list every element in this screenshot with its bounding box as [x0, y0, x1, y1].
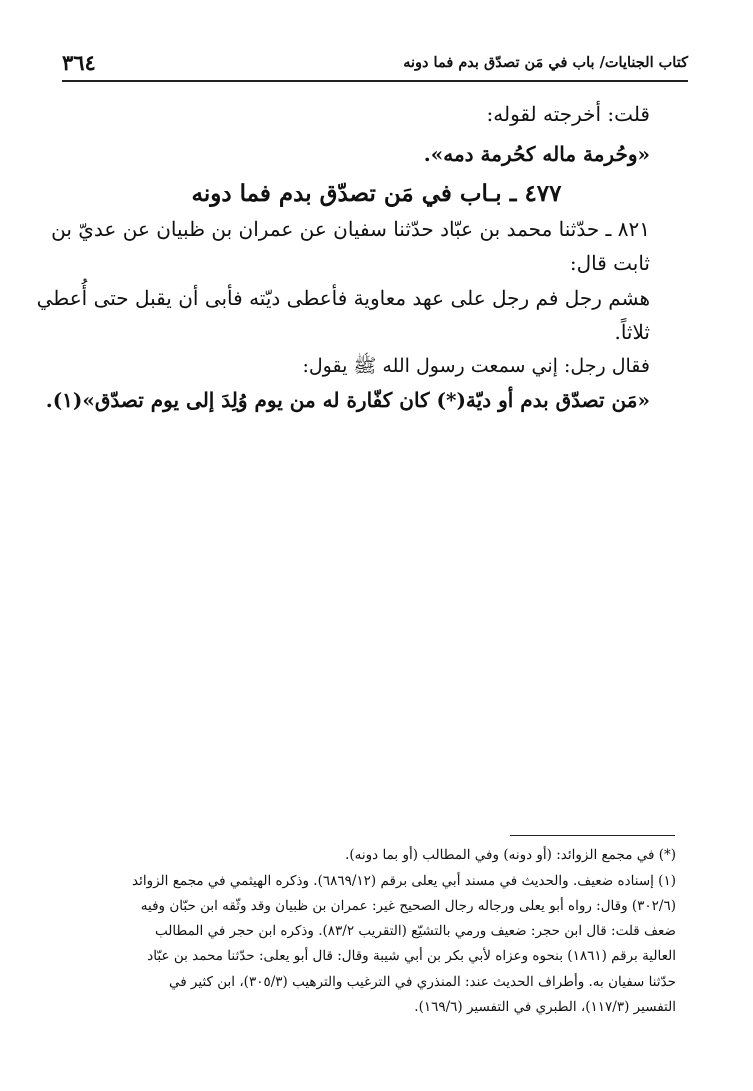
- footnote-line-5: العالية برقم (١٨٦١) بنحوه وعزاه لأبي بكر بن أبي شيبة وقال: قال أبو يعلى: حدّثنا محمد بن عبّاد: [147, 948, 676, 964]
- hadith-text-line-3: فقال رجل: إني سمعت رسول الله ﷺ يقول:: [302, 355, 650, 377]
- footnote-line-7: التفسير (١١٧/٣)، الطبري في التفسير (١٦٩/٦).: [414, 999, 676, 1015]
- footnote-line-4: ضعف قلت: قال ابن حجر: ضعيف ورمي بالتشيّع (التقريب ٨٣/٢). وذكره ابن حجر في المطالب: [155, 923, 676, 939]
- page-header: [62, 46, 688, 78]
- chapter-heading: ٤٧٧ ـ بـاب في مَن تصدّق بدم فما دونه: [191, 180, 562, 207]
- footnote-line-3: (٣٠٢/٦) وقال: رواه أبو يعلى ورجاله رجال الصحيح غير: عمران بن ظبيان وقد وثّقه ابن حبّان وفيه: [140, 898, 676, 914]
- header-rule: [62, 80, 688, 82]
- footnote-line-1: (*) في مجمع الزوائد: (أو دونه) وفي المطالب (أو بما دونه).: [345, 847, 676, 863]
- body-line-1: قلت: أخرجته لقوله:: [486, 102, 650, 126]
- hadith-text-line-2: ثلاثاً.: [614, 320, 650, 344]
- footnote-line-2: (١) إسناده ضعيف. والحديث في مسند أبي يعلى برقم (٦٨٦٩/١٢). وذكره الهيثمي في مجمع الزوائد: [131, 873, 676, 889]
- footnote-line-6: حدّثنا سفيان به. وأطراف الحديث عند: المنذري في الترغيب والترهيب (٣٠٥/٣)، ابن كثير في: [168, 974, 676, 990]
- running-title: كتاب الجنايات/ باب في مَن تصدّق بدم فما دونه: [403, 53, 688, 71]
- hadith-quote-line: «مَن تصدّق بدم أو ديّة(*) كان كفّارة له من يوم وُلِدَ إلى يوم تصدّق»(١).: [45, 388, 650, 412]
- hadith-isnad-line-2: ثابت قال:: [569, 251, 650, 275]
- footnote-rule: [510, 835, 675, 836]
- hadith-text-line-1: هشم رجل فم رجل على عهد معاوية فأعطى ديّته فأبى أن يقبل حتى أُعطي: [36, 286, 650, 310]
- page-number: ٣٦٤: [62, 49, 96, 75]
- body-line-2: «وحُرمة ماله كحُرمة دمه».: [423, 142, 650, 166]
- hadith-isnad-line-1: ٨٢١ ـ حدّثنا محمد بن عبّاد حدّثنا سفيان عن عمران بن ظبيان عن عديّ بن: [51, 217, 650, 241]
